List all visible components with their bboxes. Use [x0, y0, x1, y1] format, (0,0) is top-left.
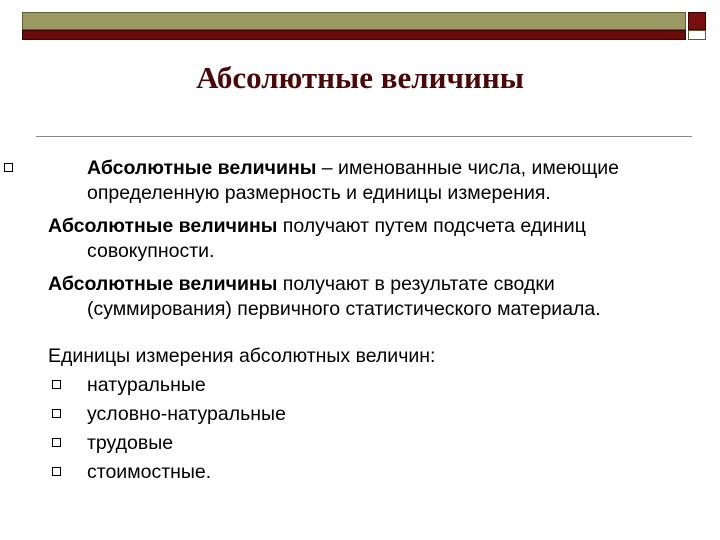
slide-title: Абсолютные величины: [196, 60, 524, 95]
list-item: [48, 373, 698, 398]
header-olive-bar: [22, 12, 686, 30]
square-bullet-icon: [4, 163, 13, 172]
list-item: [48, 431, 698, 456]
header-corner-square: [688, 12, 706, 30]
term-bold: Абсолютные величины: [48, 273, 278, 295]
list-item: [48, 402, 698, 427]
list-item: [48, 460, 698, 485]
unit-label: стоимостные.: [87, 461, 212, 483]
unit-label: натуральные: [87, 374, 206, 396]
term-bold: Абсолютные величины: [87, 157, 317, 179]
units-heading: Единицы измерения абсолютных величин:: [48, 345, 436, 367]
header-corner-square-outline: [688, 30, 706, 40]
paragraph-text: получают в результате сводки (суммирования) первичного статистического материала.: [87, 273, 601, 320]
term-bold: Абсолютные величины: [48, 215, 278, 237]
title-divider: [36, 136, 692, 137]
square-bullet-icon: [52, 380, 61, 389]
square-bullet-icon: [52, 438, 61, 447]
unit-label: условно-натуральные: [87, 403, 286, 425]
paragraph-text: – именованные числа, имеющие определенную размерность и единицы измерения.: [87, 157, 620, 204]
square-bullet-icon: [52, 409, 61, 418]
unit-label: трудовые: [87, 432, 174, 454]
paragraph-text: получают путем подсчета единиц совокупности.: [87, 215, 586, 262]
square-bullet-icon: [52, 467, 61, 476]
header-maroon-bar: [22, 30, 686, 40]
paragraph-counting: [48, 214, 698, 264]
slide-body: [48, 156, 698, 489]
paragraph-definition: [48, 156, 698, 206]
paragraph-summary: [48, 272, 698, 322]
